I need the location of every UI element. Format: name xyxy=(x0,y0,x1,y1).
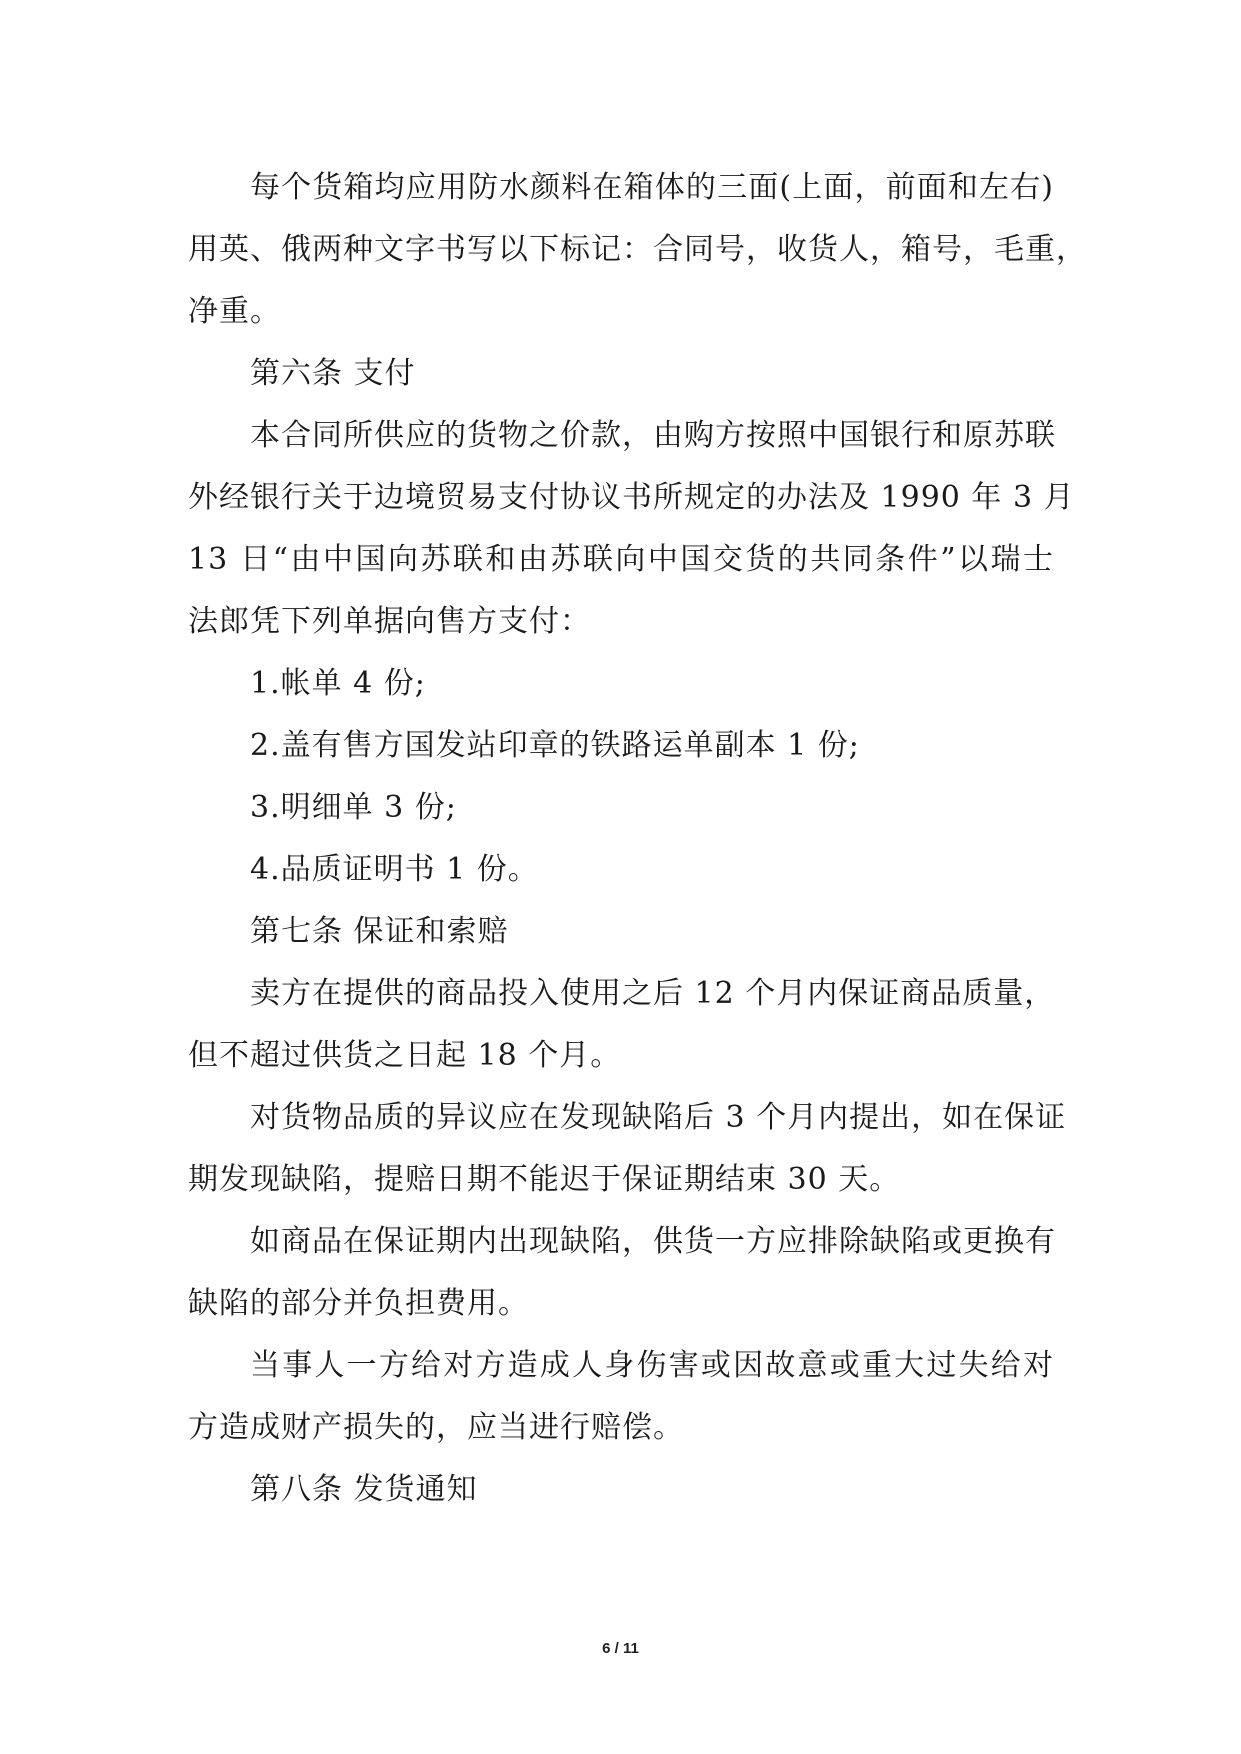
document-body xyxy=(188,157,1087,1521)
paragraph-line: 对货物品质的异议应在发现缺陷后 3 个月内提出，如在保证 xyxy=(250,1100,1067,1135)
list-item: 3.明细单 3 份; xyxy=(250,790,457,825)
paragraph-line: 缺陷的部分并负担费用。 xyxy=(188,1286,529,1321)
paragraph-line: 本合同所供应的货物之价款，由购方按照中国银行和原苏联 xyxy=(250,418,1056,453)
paragraph-line: 期发现缺陷，提赔日期不能迟于保证期结束 30 天。 xyxy=(188,1162,901,1197)
paragraph-line: 法郎凭下列单据向售方支付： xyxy=(188,604,591,639)
page-number: 6 / 11 xyxy=(602,1640,639,1657)
paragraph-line: 外经银行关于边境贸易支付协议书所规定的办法及 1990 年 3 月 xyxy=(188,480,1075,515)
paragraph-line: 卖方在提供的商品投入使用之后 12 个月内保证商品质量， xyxy=(250,976,1056,1011)
section-heading: 第六条 支付 xyxy=(250,356,416,391)
paragraph-line: 用英、俄两种文字书写以下标记：合同号，收货人，箱号，毛重， xyxy=(188,232,1087,267)
paragraph-line: 每个货箱均应用防水颜料在箱体的三面(上面，前面和左右) xyxy=(250,170,1054,205)
section-heading: 第七条 保证和索赔 xyxy=(250,914,509,949)
paragraph-line: 方造成财产损失的，应当进行赔偿。 xyxy=(188,1410,684,1445)
section-heading: 第八条 发货通知 xyxy=(250,1472,478,1507)
list-item: 4.品质证明书 1 份。 xyxy=(250,852,539,887)
list-item: 1.帐单 4 份; xyxy=(250,666,426,701)
paragraph-line: 但不超过供货之日起 18 个月。 xyxy=(188,1038,622,1073)
paragraph-line: 如商品在保证期内出现缺陷，供货一方应排除缺陷或更换有 xyxy=(250,1224,1056,1259)
list-item: 2.盖有售方国发站印章的铁路运单副本 1 份; xyxy=(250,728,860,763)
paragraph-line: 13 日“由中国向苏联和由苏联向中国交货的共同条件”以瑞士 xyxy=(188,542,1054,577)
paragraph-line: 当事人一方给对方造成人身伤害或因故意或重大过失给对 xyxy=(250,1348,1054,1383)
paragraph-line: 净重。 xyxy=(188,294,281,329)
